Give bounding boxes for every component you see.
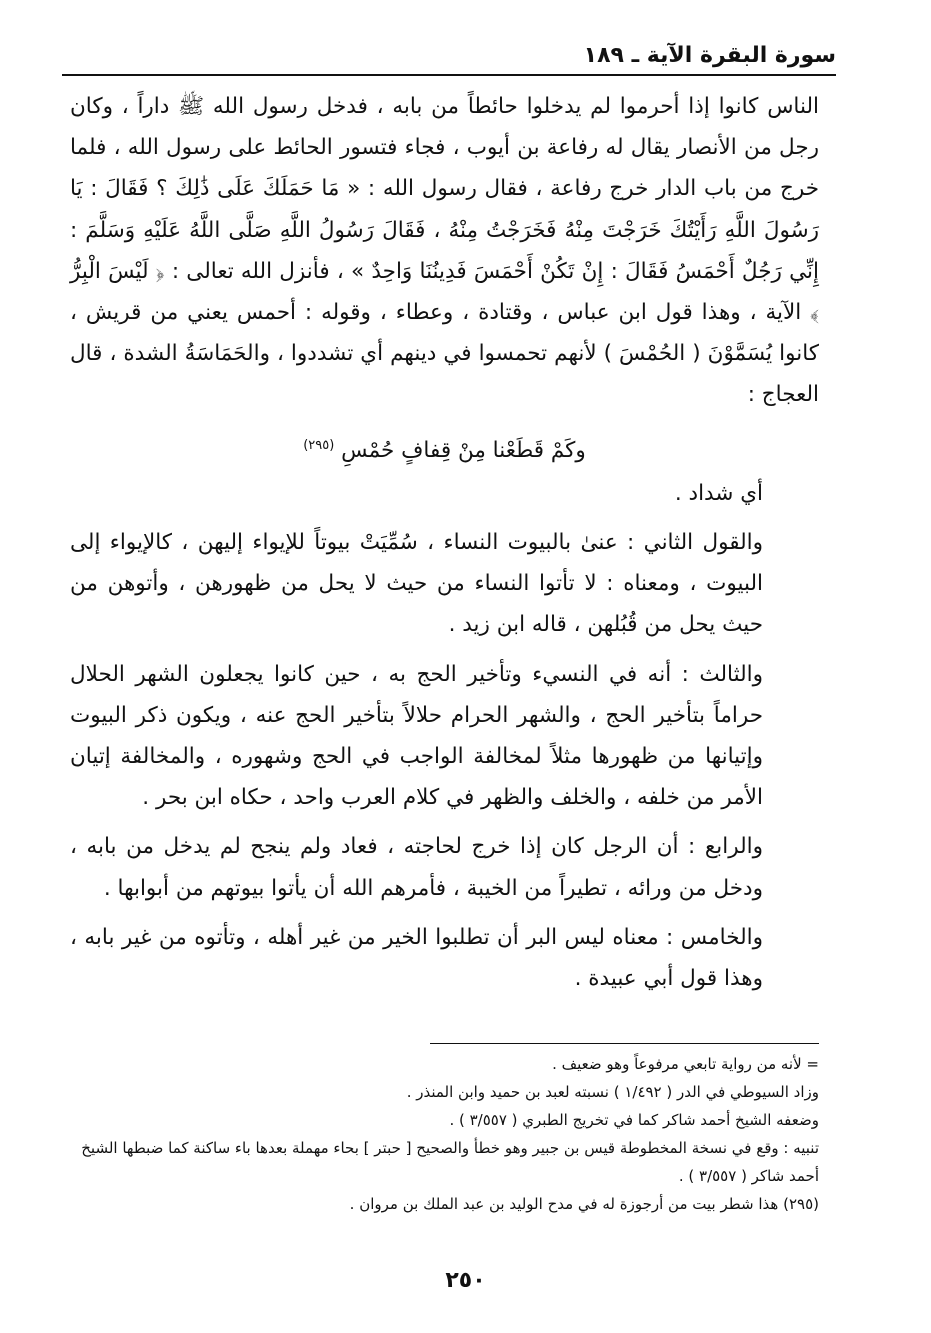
footnote-line: تنبيه : وقع في نسخة المخطوطة قيس بن جبير وهو خطأ والصحيح [ حبتر ] بحاء مهملة بعدها باء ساكنة كما ضبطها الشيخ أحمد شاكر ( ٣/٥٥٧ ) . <box>81 1139 819 1185</box>
main-text <box>70 86 819 1007</box>
verse-gloss: أي شداد . <box>674 480 763 506</box>
footnote-line: = لأنه من رواية تابعي مرفوعاً وهو ضعيف . <box>552 1055 819 1073</box>
paragraph-third-opinion: والثالث : أنه في النسيء وتأخير الحج به ، حين كانوا يجعلون الشهر الحلال حراماً بتأخير الحج ، والشهر الحرام حلالاً بتأخير الحج عنه ، ويكون ذكر البيوت وإتيانها من ظهورها مثلاً لمخالفة الواجب في الحج وشهوره ، والمخالفة إتيان الأمر من خلفه ، والخلف والظهر في كلام العرب واحد ، حكاه ابن بحر . <box>70 661 763 811</box>
verse-footnote-ref: (٢٩٥) <box>303 437 335 453</box>
poetry-verse <box>70 424 819 473</box>
footnote-line: وضعفه الشيخ أحمد شاكر كما في تخريج الطبري ( ٣/٥٥٧ ) . <box>449 1111 819 1129</box>
paragraph-intro: الناس كانوا إذا أحرموا لم يدخلوا حائطاً من بابه ، فدخل رسول الله ﷺ داراً ، وكان رجل من الأنصار يقال له رفاعة بن أيوب ، فجاء فتسور الحائط على رسول الله ، فلما خرج من باب الدار خرج رفاعة ، فقال رسول الله : « مَا حَمَلَكَ عَلَى ذَٰلِكَ ؟ فَقَالَ : يَا رَسُولَ اللَّهِ رَأَيْتُكَ خَرَجْتَ مِنْهُ فَخَرَجْتُ مِنْهُ ، فَقَالَ رَسُولُ اللَّهِ صَلَّى اللَّهُ عَلَيْهِ وَسَلَّمَ : إِنِّي رَجُلٌ أَحْمَسُ فَقَالَ : إِنْ تَكُنْ أَحْمَسَ فَدِينُنَا وَاحِدٌ » ، فأنزل الله تعالى : ﴿ لَيْسَ الْبِرُّ ﴾ الآية ، وهذا قول ابن عباس ، وقتادة ، وعطاء ، وقوله : أحمس يعني من قريش ، كانوا يُسَمَّوْنَ ( الحُمْسَ ) لأنهم تحمسوا في دينهم أي تشددوا ، والحَمَاسَةُ الشدة ، قال العجاج : <box>70 94 819 408</box>
footnote-separator <box>430 1043 819 1044</box>
verse-text: وكَمْ قَطَعْنا مِنْ قِفافٍ حُمْسِ <box>341 437 586 463</box>
footnote-line: (٢٩٥) هذا شطر بيت من أرجوزة له في مدح الوليد بن عبد الملك بن مروان . <box>349 1195 819 1213</box>
paragraph-fifth-opinion: والخامس : معناه ليس البر أن تطلبوا الخير من غير أهله ، وتأتوه من غير بابه ، وهذا قول أبي عبيدة . <box>70 924 763 992</box>
running-header: سورة البقرة الآية ـ ١٨٩ <box>62 40 836 76</box>
paragraph-second-opinion: والقول الثاني : عنىٰ بالبيوت النساء ، سُمِّيَتْ بيوتاً للإيواء إليهن ، كالإيواء إلى البيوت ، ومعناه : لا تأتوا النساء من حيث لا يحل من ظهورهن ، وأتوهن من حيث يحل من قُبُلهن ، قاله ابن زيد . <box>70 529 763 638</box>
page-number: ٢٥٠ <box>445 1268 486 1293</box>
paragraph-fourth-opinion: والرابع : أن الرجل كان إذا خرج لحاجته ، فعاد ولم ينجح لم يدخل من بابه ، ودخل من ورائه ، تطيراً من الخيبة ، فأمرهم الله أن يأتوا بيوتهم من أبوابها . <box>70 834 763 901</box>
footnote-line: وزاد السيوطي في الدر ( ١/٤٩٢ ) نسبته لعبد بن حميد وابن المنذر . <box>406 1083 819 1101</box>
footnotes <box>70 1050 819 1218</box>
